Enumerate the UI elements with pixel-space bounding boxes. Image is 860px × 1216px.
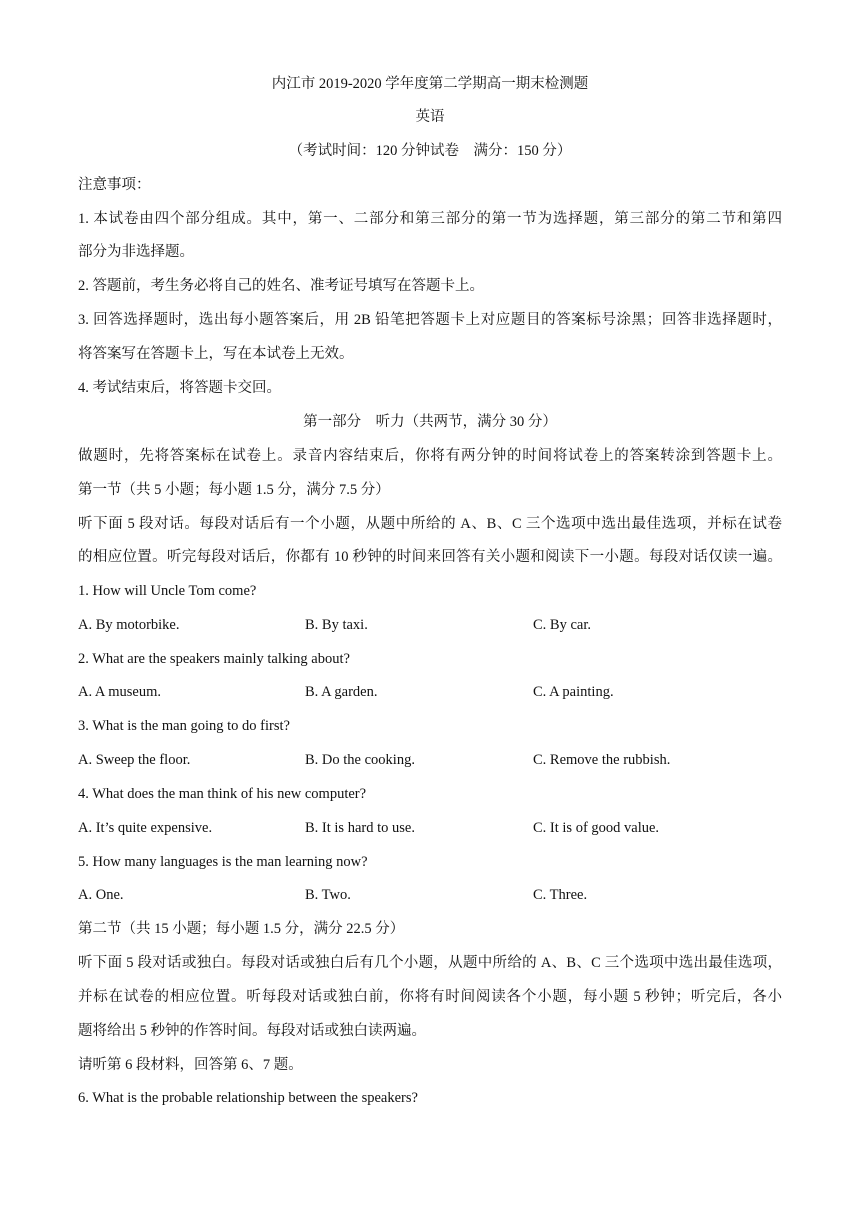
section1-instruction-line-1: 听下面 5 段对话。每段对话后有一个小题，从题中所给的 A、B、C 三个选项中选出最佳选项，并标在试卷	[78, 516, 782, 532]
notice-item-2: 2. 答题前，考生务必将自己的姓名、准考证号填写在答题卡上。	[78, 278, 484, 294]
question-4-option-c: C. It is of good value.	[533, 820, 660, 836]
exam-title: 内江市 2019-2020 学年度第二学期高一期末检测题	[271, 76, 589, 92]
notice-item-3-line-2: 将答案写在答题卡上，写在本试卷上无效。	[78, 346, 354, 362]
section2-instruction-line-2: 并标在试卷的相应位置。听每段对话或独白前，你将有时间阅读各个小题，每小题 5 秒钟；听完后，各小	[78, 989, 782, 1005]
question-1-option-c: C. By car.	[533, 617, 591, 633]
part1-instruction: 做题时，先将答案标在试卷上。录音内容结束后，你将有两分钟的时间将试卷上的答案转涂到答题卡上。	[78, 448, 782, 464]
section2-title: 第二节（共 15 小题；每小题 1.5 分，满分 22.5 分）	[78, 921, 405, 937]
question-3-option-b: B. Do the cooking.	[305, 752, 415, 768]
question-3-option-a: A. Sweep the floor.	[78, 752, 191, 768]
part1-title: 第一部分 听力（共两节，满分 30 分）	[303, 414, 557, 430]
subject-title: 英语	[415, 109, 445, 125]
notice-item-3-line-1: 3. 回答选择题时，选出每小题答案后，用 2B 铅笔把答题卡上对应题目的答案标号涂黑；回答非选择题时，	[78, 312, 782, 328]
question-5-option-a: A. One.	[78, 887, 124, 903]
question-4: 4. What does the man think of his new computer?	[78, 786, 367, 802]
notice-item-1-line-1: 1. 本试卷由四个部分组成。其中，第一、二部分和第三部分的第一节为选择题，第三部分的第二节和第四	[78, 211, 782, 227]
question-2-option-a: A. A museum.	[78, 684, 161, 700]
question-1-option-b: B. By taxi.	[305, 617, 368, 633]
exam-info: （考试时间：120 分钟试卷 满分：150 分）	[288, 143, 572, 159]
question-1: 1. How will Uncle Tom come?	[78, 583, 257, 599]
notice-item-4: 4. 考试结束后，将答题卡交回。	[78, 380, 281, 396]
question-3: 3. What is the man going to do first?	[78, 718, 290, 734]
question-2-option-b: B. A garden.	[305, 684, 378, 700]
question-5-option-c: C. Three.	[533, 887, 588, 903]
question-3-option-c: C. Remove the rubbish.	[533, 752, 671, 768]
question-2-option-c: C. A painting.	[533, 684, 614, 700]
section2-instruction-line-3: 题将给出 5 秒钟的作答时间。每段对话或独白读两遍。	[78, 1023, 426, 1039]
question-2: 2. What are the speakers mainly talking about?	[78, 651, 350, 667]
question-4-option-a: A. It’s quite expensive.	[78, 820, 213, 836]
question-5: 5. How many languages is the man learning now?	[78, 854, 368, 870]
section2-instruction-line-1: 听下面 5 段对话或独白。每段对话或独白后有几个小题，从题中所给的 A、B、C 三个选项中选出最佳选项，	[78, 955, 782, 971]
question-1-option-a: A. By motorbike.	[78, 617, 180, 633]
question-5-option-b: B. Two.	[305, 887, 351, 903]
section1-instruction-line-2: 的相应位置。听完每段对话后，你都有 10 秒钟的时间来回答有关小题和阅读下一小题。每段对话仅读一遍。	[78, 549, 782, 565]
section1-title: 第一节（共 5 小题；每小题 1.5 分，满分 7.5 分）	[78, 482, 390, 498]
notice-item-1-line-2: 部分为非选择题。	[78, 244, 194, 260]
question-4-option-b: B. It is hard to use.	[305, 820, 415, 836]
question-6: 6. What is the probable relationship between the speakers?	[78, 1090, 418, 1106]
notice-heading: 注意事项：	[78, 177, 151, 193]
material-6-heading: 请听第 6 段材料，回答第 6、7 题。	[78, 1057, 303, 1073]
